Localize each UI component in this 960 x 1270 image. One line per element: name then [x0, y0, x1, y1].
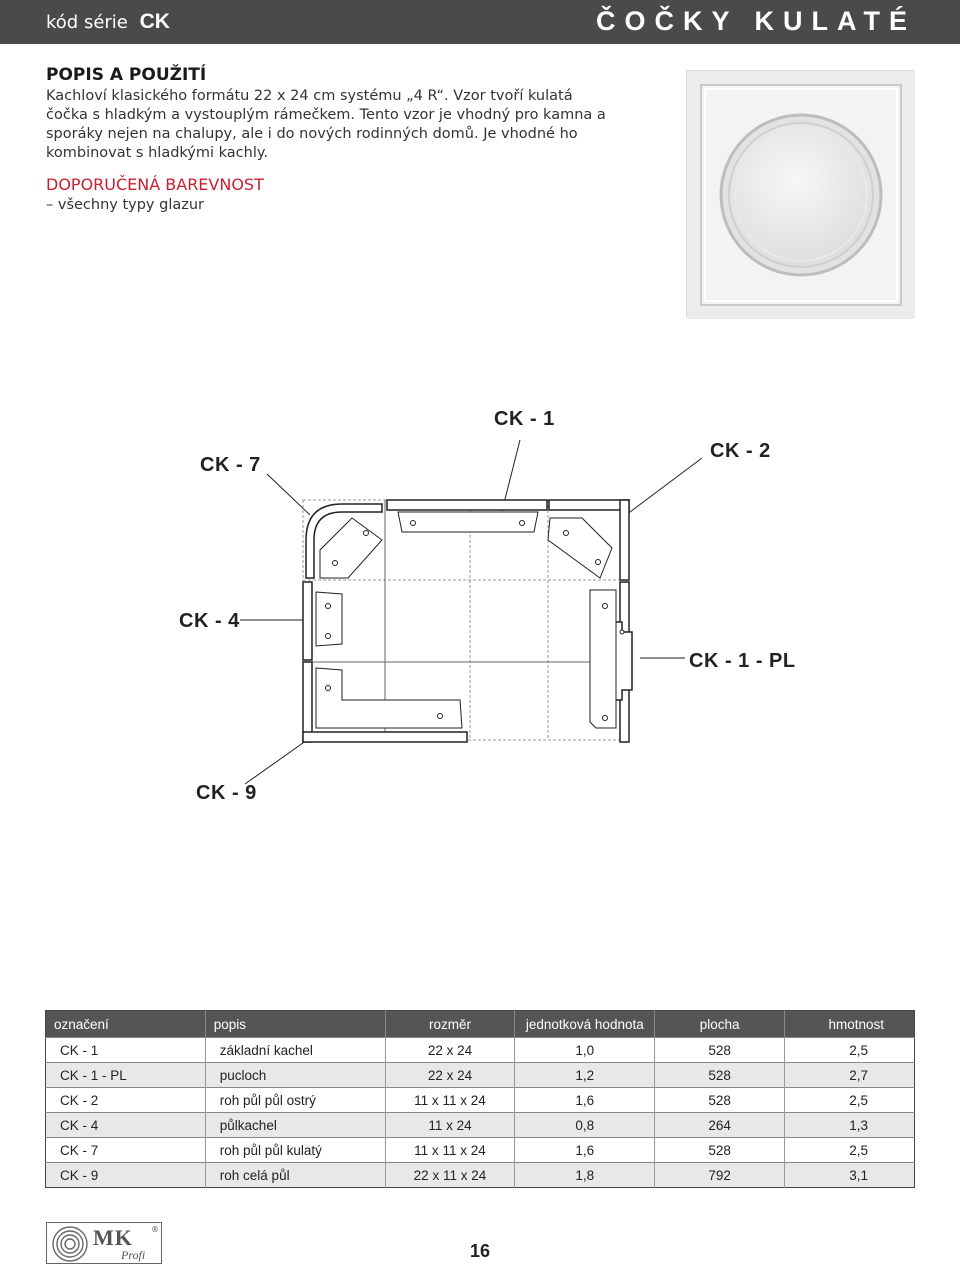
- cell-desc: pucloch: [205, 1063, 385, 1088]
- cell-area: 528: [655, 1138, 785, 1163]
- col-header-size: rozměr: [385, 1011, 515, 1038]
- page-number: 16: [470, 1241, 491, 1261]
- table-row: [46, 1163, 915, 1188]
- cell-weight: 2,5: [785, 1038, 915, 1063]
- col-header-unit: jednotková hodnota: [515, 1011, 655, 1038]
- cell-size: 22 x 24: [385, 1038, 515, 1063]
- label-ck1: CK - 1: [494, 408, 555, 430]
- label-ck1pl: CK - 1 - PL: [689, 650, 796, 672]
- description-title: POPIS A POUŽITÍ: [46, 65, 207, 85]
- table-row: [46, 1138, 915, 1163]
- tile-illustration: [687, 71, 915, 319]
- colors-title: DOPORUČENÁ BAREVNOST: [46, 175, 264, 194]
- plan-drawing: [170, 400, 810, 820]
- cell-weight: 2,7: [785, 1063, 915, 1088]
- product-name: ČOČKY KULATÉ: [595, 6, 916, 36]
- col-header-area: plocha: [655, 1011, 785, 1038]
- mk-profi-logo: [46, 1222, 162, 1264]
- intro-section: [46, 66, 606, 215]
- table-row: [46, 1063, 915, 1088]
- colors-text: – všechny typy glazur: [46, 197, 204, 213]
- leader-ck2: [622, 458, 702, 518]
- cell-desc: roh půl půl ostrý: [205, 1088, 385, 1113]
- cell-area: 528: [655, 1038, 785, 1063]
- cell-unit: 1,6: [515, 1088, 655, 1113]
- cell-size: 11 x 24: [385, 1113, 515, 1138]
- cell-unit: 1,8: [515, 1163, 655, 1188]
- cell-desc: základní kachel: [205, 1038, 385, 1063]
- logo-subtitle: Profi: [121, 1248, 146, 1262]
- cell-code: CK - 9: [46, 1163, 206, 1188]
- table-row: [46, 1088, 915, 1113]
- cell-weight: 1,3: [785, 1113, 915, 1138]
- series-label-group: [46, 10, 170, 34]
- cell-weight: 3,1: [785, 1163, 915, 1188]
- label-ck2: CK - 2: [710, 440, 771, 462]
- cell-size: 11 x 11 x 24: [385, 1138, 515, 1163]
- table-header-row: [46, 1011, 915, 1038]
- label-ck4: CK - 4: [179, 610, 240, 632]
- cell-area: 528: [655, 1088, 785, 1113]
- cell-area: 264: [655, 1113, 785, 1138]
- series-label: kód série: [46, 12, 128, 33]
- cell-size: 11 x 11 x 24: [385, 1088, 515, 1113]
- cell-desc: roh celá půl: [205, 1163, 385, 1188]
- cell-code: CK - 1 - PL: [46, 1063, 206, 1088]
- cell-desc: půlkachel: [205, 1113, 385, 1138]
- cell-unit: 1,0: [515, 1038, 655, 1063]
- logo-text: MK: [93, 1225, 133, 1250]
- cell-area: 792: [655, 1163, 785, 1188]
- cell-size: 22 x 11 x 24: [385, 1163, 515, 1188]
- cell-unit: 0,8: [515, 1113, 655, 1138]
- label-ck7: CK - 7: [200, 454, 261, 476]
- col-header-desc: popis: [205, 1011, 385, 1038]
- cell-size: 22 x 24: [385, 1063, 515, 1088]
- cell-weight: 2,5: [785, 1138, 915, 1163]
- cell-code: CK - 1: [46, 1038, 206, 1063]
- cell-area: 528: [655, 1063, 785, 1088]
- col-header-code: označení: [46, 1011, 206, 1038]
- cell-unit: 1,6: [515, 1138, 655, 1163]
- cell-unit: 1,2: [515, 1063, 655, 1088]
- cell-code: CK - 2: [46, 1088, 206, 1113]
- label-ck9: CK - 9: [196, 782, 257, 804]
- table-row: [46, 1113, 915, 1138]
- header-bar: [0, 0, 960, 44]
- spec-table: [45, 1010, 915, 1188]
- stove-plan-diagram: [170, 400, 810, 820]
- leader-ck9: [245, 738, 310, 784]
- spiral-icon: [50, 1224, 90, 1264]
- leader-ck7: [267, 474, 310, 515]
- logo-registered: ®: [151, 1225, 159, 1234]
- series-code: CK: [139, 10, 170, 33]
- table-row: [46, 1038, 915, 1063]
- tile-photo: [686, 70, 914, 318]
- cell-weight: 2,5: [785, 1088, 915, 1113]
- cell-code: CK - 4: [46, 1113, 206, 1138]
- description-text: Kachloví klasického formátu 22 x 24 cm systému „4 R“. Vzor tvoří kulatá čočka s hladkým a vystouplým rámečkem. Tento vzor je vhodný pro kamna a sporáky nejen na chalupy, ale i do nových rodinných domů. Je vhodné ho kombinovat s hladkými kachly.: [46, 88, 606, 161]
- col-header-weight: hmotnost: [785, 1011, 915, 1038]
- cell-desc: roh půl půl kulatý: [205, 1138, 385, 1163]
- cell-code: CK - 7: [46, 1138, 206, 1163]
